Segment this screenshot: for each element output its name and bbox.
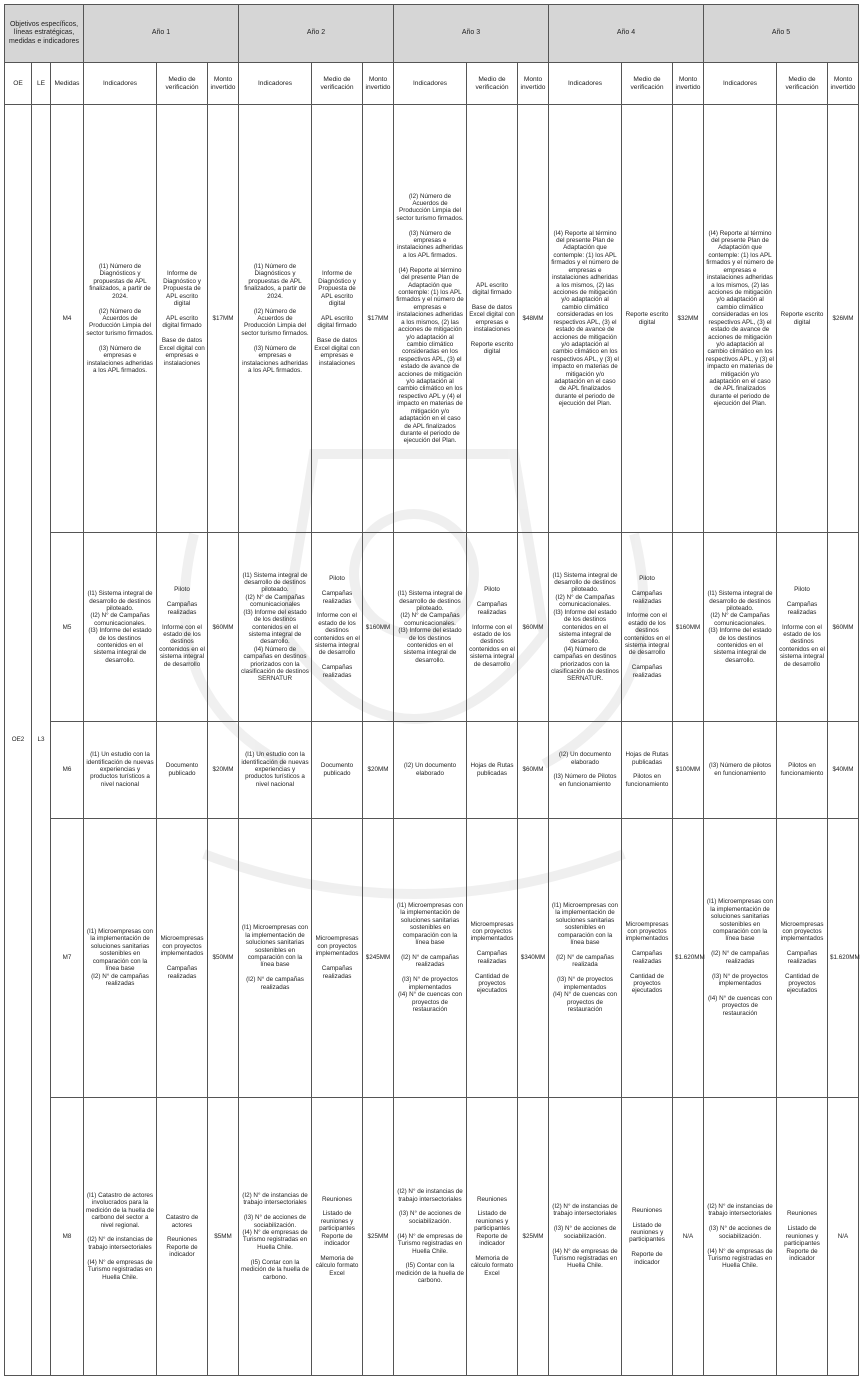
indicator-cell: (I2) Un documento elaborado — [394, 722, 467, 818]
header-objetivos: Objetivos específicos, líneas estratégicas, medidas e indicadores — [5, 5, 84, 63]
verification-cell: Microempresas con proyectos implementados Campañas realizadas Cantidad de proyectos ejecutados — [622, 818, 673, 1097]
indicator-cell: (I3) Número de pilotos en funcionamiento — [704, 722, 777, 818]
verification-cell: Catastro de actores Reuniones Reporte de indicador — [157, 1097, 208, 1375]
indicator-cell: (I2) N° de instancias de trabajo intersectoriales (I3) N° de acciones de sociabilización. (I4) N° de empresas de Turismo registradas en Huella Chile. (I5) Contar con la medición de la huella de carbono. — [394, 1097, 467, 1375]
verification-cell: APL escrito digital firmado Base de datos Excel digital con empresas e instalaciones Reporte escrito digital — [467, 105, 518, 533]
table-row — [5, 722, 859, 818]
header-year-5: Año 5 — [704, 5, 859, 63]
verification-cell: Piloto Campañas realizadas Informe con el estado de los destinos contenidos en el sistema integral de desarrollo Campañas realizadas — [622, 533, 673, 722]
indicators-table — [4, 4, 859, 1376]
indicator-cell: (I1) Microempresas con la implementación de soluciones sanitarias sostenibles en comparación con la línea base (I2) N° de campañas realizada (I3) N° de proyectos implementados (I4) N° de cuencas con proyectos de restauración — [549, 818, 622, 1097]
verification-cell: Informe de Diagnóstico y Propuesta de APL escrito digital APL escrito digital firmado Base de datos Excel digital con empresas e instalaciones — [312, 105, 363, 533]
medida-cell: M6 — [51, 722, 84, 818]
amount-cell: $17MM — [208, 105, 239, 533]
indicator-cell: (I1) Sistema integral de desarrollo de destinos piloteado. (I2) N° de Campañas comunicacionales. (I3) Informe del estado de los destinos contenidos en el sistema integral de desarrollo. — [704, 533, 777, 722]
header-medio-verificacion-y4: Medio de verificación — [622, 63, 673, 105]
page — [4, 4, 860, 1376]
indicator-cell: (I1) Sistema integral de desarrollo de destinos piloteado. (I2) N° de Campañas comunicacionales. (I3) Informe del estado de los destinos contenidos en el sistema integral de desarrollo. (I4) Número de campañas en destinos priorizados con la clasificación de destinos SERNATUR. — [549, 533, 622, 722]
verification-cell: Microempresas con proyectos implementados Campañas realizadas — [157, 818, 208, 1097]
header-row-columns — [5, 63, 859, 105]
header-oe: OE — [5, 63, 32, 105]
header-medio-verificacion-y2: Medio de verificación — [312, 63, 363, 105]
table-row — [5, 1097, 859, 1375]
header-medio-verificacion-y3: Medio de verificación — [467, 63, 518, 105]
indicator-cell: (I1) Número de Diagnósticos y propuestas de APL finalizados, a partir de 2024. (I2) Número de Acuerdos de Producción Limpia del sector turismo firmados. (I3) Número de empresas e instalaciones adheridas a los APL firmados. — [239, 105, 312, 533]
verification-cell: Hojas de Rutas publicadas — [467, 722, 518, 818]
verification-cell: Reuniones Listado de reuniones y participantes Reporte de indicador Memoria de cálculo formato Excel — [467, 1097, 518, 1375]
amount-cell: N/A — [828, 1097, 859, 1375]
table-row — [5, 105, 859, 533]
indicator-cell: (I1) Un estudio con la identificación de nuevas experiencias y productos turísticos a nivel nacional — [84, 722, 157, 818]
verification-cell: Reuniones Listado de reuniones y participantes Reporte de indicador — [777, 1097, 828, 1375]
amount-cell: $25MM — [363, 1097, 394, 1375]
indicator-cell: (I4) Reporte al término del presente Plan de Adaptación que contemple: (1) los APL firmados y el número de empresas e instalaciones adheridas a los mismos, (2) las acciones de mitigación y/o adaptación al cambio climático consideradas en los respectivos APL, (3) el estado de avance de acciones de mitigación y/o adaptación al cambio climático en los respectivos APL, y (3) el impacto en materias de mitigación y/o adaptación en el caso de APL finalizados durante el periodo de ejecución del Plan. — [549, 105, 622, 533]
indicator-cell: (I1) Sistema integral de desarrollo de destinos piloteado. (I2) N° de Campañas comunicacionales (I3) Informe del estado de los destinos contenidos en el sistema integral de desarrollo. (I4) Número de campañas en destinos priorizados con la clasificación de destinos SERNATUR — [239, 533, 312, 722]
indicator-cell: (I1) Número de Diagnósticos y propuestas de APL finalizados, a partir de 2024. (I2) Número de Acuerdos de Producción Limpia del sector turismo firmados. (I3) Número de empresas e instalaciones adheridas a los APL firmados. — [84, 105, 157, 533]
header-year-1: Año 1 — [84, 5, 239, 63]
amount-cell: $60MM — [518, 722, 549, 818]
header-monto-invertido-y4: Monto invertido — [673, 63, 704, 105]
medida-cell: M4 — [51, 105, 84, 533]
amount-cell: N/A — [673, 1097, 704, 1375]
indicator-cell: (I2) Número de Acuerdos de Producción Limpia del sector turismo firmados. (I3) Número de empresas e instalaciones adheridas a los APL firmados. (I4) Reporte al término del presente Plan de Adaptación que contemple: (1) los APL firmados y el número de empresas e instalaciones adheridas a los mismos, (2) las acciones de mitigación y/o adaptación al cambio climático consideradas en los respectivos APL, (3) el estado de avance de acciones de mitigación y/o adaptación al cambio climático en los respectivo APL y (4) el impacto en materias de mitigación y/o adaptación en el caso de APL finalizados durante el periodo de ejecución del Plan. — [394, 105, 467, 533]
indicator-cell: (I2) N° de instancias de trabajo intersectoriales (I3) N° de acciones de sociabilización. (I4) N° de empresas de Turismo registradas en Huella Chile. — [704, 1097, 777, 1375]
amount-cell: $60MM — [208, 533, 239, 722]
indicator-cell: (I1) Microempresas con la implementación de soluciones sanitarias sostenibles en comparación con la línea base (I2) N° de campañas realizadas (I3) N° de proyectos implementados (I4) N° de cuencas con proyectos de restauración — [394, 818, 467, 1097]
indicator-cell: (I1) Microempresas con la implementación de soluciones sanitarias sostenibles en comparación con la línea base (I2) N° de campañas realizadas — [84, 818, 157, 1097]
header-le: LE — [32, 63, 51, 105]
verification-cell: Reuniones Listado de reuniones y participantes Reporte de indicador Memoria de cálculo formato Excel — [312, 1097, 363, 1375]
verification-cell: Hojas de Rutas publicadas Pilotos en funcionamiento — [622, 722, 673, 818]
verification-cell: Reporte escrito digital — [622, 105, 673, 533]
amount-cell: $160MM — [363, 533, 394, 722]
verification-cell: Piloto Campañas realizadas Informe con el estado de los destinos contenidos en el sistema integral de desarrollo — [157, 533, 208, 722]
verification-cell: Documento publicado — [312, 722, 363, 818]
verification-cell: Piloto Campañas realizadas Informe con el estado de los destinos contenidos en el sistema integral de desarrollo — [467, 533, 518, 722]
amount-cell: $50MM — [208, 818, 239, 1097]
verification-cell: Microempresas con proyectos implementados Campañas realizadas Cantidad de proyectos ejecutados — [467, 818, 518, 1097]
amount-cell: $340MM — [518, 818, 549, 1097]
amount-cell: $40MM — [828, 722, 859, 818]
header-monto-invertido-y3: Monto invertido — [518, 63, 549, 105]
amount-cell: $60MM — [518, 533, 549, 722]
header-year-2: Año 2 — [239, 5, 394, 63]
header-year-4: Año 4 — [549, 5, 704, 63]
amount-cell: $25MM — [518, 1097, 549, 1375]
header-year-3: Año 3 — [394, 5, 549, 63]
verification-cell: Informe de Diagnóstico y Propuesta de APL escrito digital APL escrito digital firmado Base de datos Excel digital con empresas e instalaciones — [157, 105, 208, 533]
oe-cell: OE2 — [5, 105, 32, 1376]
amount-cell: $5MM — [208, 1097, 239, 1375]
indicator-cell: (I1) Microempresas con la implementación de soluciones sanitarias sostenibles en comparación con la línea base (I2) N° de campañas realizadas — [239, 818, 312, 1097]
header-monto-invertido-y5: Monto invertido — [828, 63, 859, 105]
header-monto-invertido-y1: Monto invertido — [208, 63, 239, 105]
amount-cell: $100MM — [673, 722, 704, 818]
indicator-cell: (I1) Sistema integral de desarrollo de destinos piloteado. (I2) N° de Campañas comunicacionales. (I3) Informe del estado de los destinos contenidos en el sistema integral de desarrollo. — [84, 533, 157, 722]
verification-cell: Reuniones Listado de reuniones y participantes Reporte de indicador — [622, 1097, 673, 1375]
header-monto-invertido-y2: Monto invertido — [363, 63, 394, 105]
medida-cell: M5 — [51, 533, 84, 722]
amount-cell: $32MM — [673, 105, 704, 533]
amount-cell: $20MM — [208, 722, 239, 818]
le-cell: L3 — [32, 105, 51, 1376]
verification-cell: Piloto Campañas realizadas Informe con el estado de los destinos contenidos en el sistema integral de desarrollo Campañas realizadas — [312, 533, 363, 722]
table-row — [5, 533, 859, 722]
verification-cell: Piloto Campañas realizadas Informe con el estado de los destinos contenidos en el sistema integral de desarrollo — [777, 533, 828, 722]
header-medidas: Medidas — [51, 63, 84, 105]
amount-cell: $17MM — [363, 105, 394, 533]
indicator-cell: (I1) Sistema integral de desarrollo de destinos piloteado. (I2) N° de Campañas comunicacionales. (I3) Informe del estado de los destinos contenidos en el sistema integral de desarrollo. — [394, 533, 467, 722]
header-row-years — [5, 5, 859, 63]
verification-cell: Pilotos en funcionamiento — [777, 722, 828, 818]
verification-cell: Documento publicado — [157, 722, 208, 818]
indicator-cell: (I4) Reporte al término del presente Plan de Adaptación que contemple: (1) los APL firmados y el número de empresas e instalaciones adheridas a los mismos, (2) las acciones de mitigación y/o adaptación al cambio climático consideradas en los respectivos APL, (3) el estado de avance de acciones de mitigación y/o adaptación al cambio climático en los respectivos APL, y (3) el impacto en materias de mitigación y/o adaptación en el caso de APL finalizados durante el periodo de ejecución del Plan. — [704, 105, 777, 533]
indicator-cell: (I1) Catastro de actores involucrados para la medición de la huella de carbono del sector a nivel regional. (I2) N° de instancias de trabajo intersectoriales (I4) N° de empresas de Turismo registradas en Huella Chile. — [84, 1097, 157, 1375]
table-row — [5, 818, 859, 1097]
amount-cell: $245MM — [363, 818, 394, 1097]
header-indicadores-y1: Indicadores — [84, 63, 157, 105]
verification-cell: Reporte escrito digital — [777, 105, 828, 533]
medida-cell: M8 — [51, 1097, 84, 1375]
header-indicadores-y3: Indicadores — [394, 63, 467, 105]
indicator-cell: (I2) N° de instancias de trabajo intersectoriales (I3) N° de acciones de sociabilización. (I4) N° de empresas de Turismo registradas en Huella Chile. — [549, 1097, 622, 1375]
amount-cell: $20MM — [363, 722, 394, 818]
header-indicadores-y5: Indicadores — [704, 63, 777, 105]
amount-cell: $48MM — [518, 105, 549, 533]
header-indicadores-y4: Indicadores — [549, 63, 622, 105]
header-indicadores-y2: Indicadores — [239, 63, 312, 105]
verification-cell: Microempresas con proyectos implementados Campañas realizadas Cantidad de proyectos ejecutados — [777, 818, 828, 1097]
indicator-cell: (I2) N° de instancias de trabajo intersectoriales (I3) N° de acciones de sociabilización. (I4) N° de empresas de Turismo registradas en Huella Chile. (I5) Contar con la medición de la huella de carbono. — [239, 1097, 312, 1375]
table-body — [5, 105, 859, 1376]
indicator-cell: (I2) Un documento elaborado (I3) Número de Pilotos en funcionamiento — [549, 722, 622, 818]
indicator-cell: (I1) Un estudio con la identificación de nuevas experiencias y productos turísticos a nivel nacional — [239, 722, 312, 818]
amount-cell: $60MM — [828, 533, 859, 722]
indicator-cell: (I1) Microempresas con la implementación de soluciones sanitarias sostenibles en comparación con la línea base (I2) N° de campañas realizadas (I3) N° de proyectos implementados (I4) N° de cuencas con proyectos de restauración — [704, 818, 777, 1097]
amount-cell: $160MM — [673, 533, 704, 722]
amount-cell: $26MM — [828, 105, 859, 533]
header-medio-verificacion-y5: Medio de verificación — [777, 63, 828, 105]
verification-cell: Microempresas con proyectos implementados Campañas realizadas — [312, 818, 363, 1097]
amount-cell: $1.620MM — [828, 818, 859, 1097]
header-medio-verificacion-y1: Medio de verificación — [157, 63, 208, 105]
amount-cell: $1.620MM — [673, 818, 704, 1097]
medida-cell: M7 — [51, 818, 84, 1097]
